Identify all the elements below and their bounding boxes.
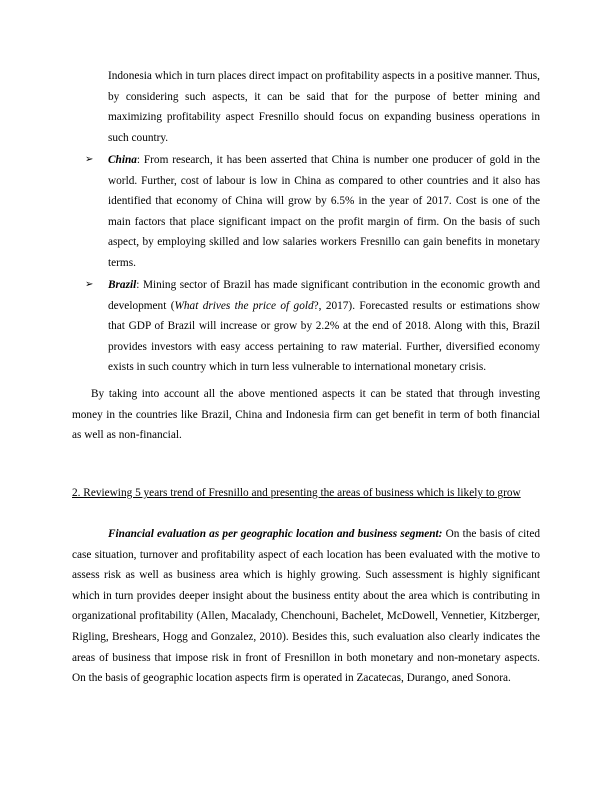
summary-text: By taking into account all the above mentioned aspects it can be stated that through investing money in the countries like Brazil, China and Indonesia firm can get benefit in term of both financial as well as non-financial. — [72, 388, 540, 442]
financial-evaluation-lead: Financial evaluation as per geographic location and business segment: — [108, 528, 443, 540]
bullet-china — [85, 150, 540, 274]
section-heading-text: 2. Reviewing 5 years trend of Fresnillo and presenting the areas of business which is likely to grow — [72, 487, 521, 499]
arrow-bullet-icon: ➢ — [85, 154, 94, 165]
financial-evaluation-text: On the basis of cited case situation, turnover and profitability aspect of each location has been evaluated with the motive to assess risk as well as business area which is highly growing. Such assessment is highly significant which in turn provides deeper insight about the business entity about the area which is contributing in organizational profitability (Allen, Macalady, Chenchouni, Bachelet, McDowell, Vennetier, Kitzberger, Rigling, Breshears, Hogg and Gonzalez, 2010). Besides this, such evaluation also clearly indicates the areas of business that impose risk in front of Fresnillon in both monetary and non-monetary aspects. On the basis of geographic location aspects firm is operated in Zacatecas, Durango, aned Sonora. — [72, 528, 541, 685]
bullet-brazil-text-after: ?, 2017). Forecasted results or estimations show that GDP of Brazil will increase or grow by 2.2% at the end of 2018. Along with this, Brazil provides investors with easy access pertaining to raw material. Further, diversified economy exists in such country which in turn less vulnerable to international monetary crisis. — [108, 299, 540, 374]
bullet-china-text: : From research, it has been asserted that China is number one producer of gold in the world. Further, cost of labour is low in China as compared to other countries and it also has identified that economy of China will grow by 6.5% in the year of 2017. Cost is one of the main factors that place significant impact on the profit margin of firm. On the basis of such aspect, by employing skilled and low salaries workers Fresnillo can gain benefits in monetary terms. — [108, 154, 540, 269]
bullet-china-body — [108, 150, 540, 274]
bullet-brazil — [85, 275, 540, 378]
indonesia-continued-paragraph — [108, 66, 540, 148]
financial-evaluation-paragraph — [72, 524, 540, 689]
arrow-bullet-icon: ➢ — [85, 279, 94, 290]
summary-paragraph — [72, 384, 540, 446]
bullet-brazil-text-before: : Mining sector of Brazil has made significant contribution in the economic growth and development ( — [108, 279, 540, 312]
bullet-brazil-body — [108, 275, 540, 378]
indonesia-continued-text: Indonesia which in turn places direct impact on profitability aspects in a positive manner. Thus, by considering such aspects, it can be said that for the purpose of better mining and maximizing profitability aspect Fresnillo should focus on expanding business operations in such country. — [108, 70, 540, 144]
bullet-china-label: China — [108, 154, 137, 166]
bullet-brazil-label: Brazil — [108, 279, 137, 291]
citation-title: What drives the price of gold — [174, 299, 314, 312]
section-heading — [72, 483, 540, 504]
